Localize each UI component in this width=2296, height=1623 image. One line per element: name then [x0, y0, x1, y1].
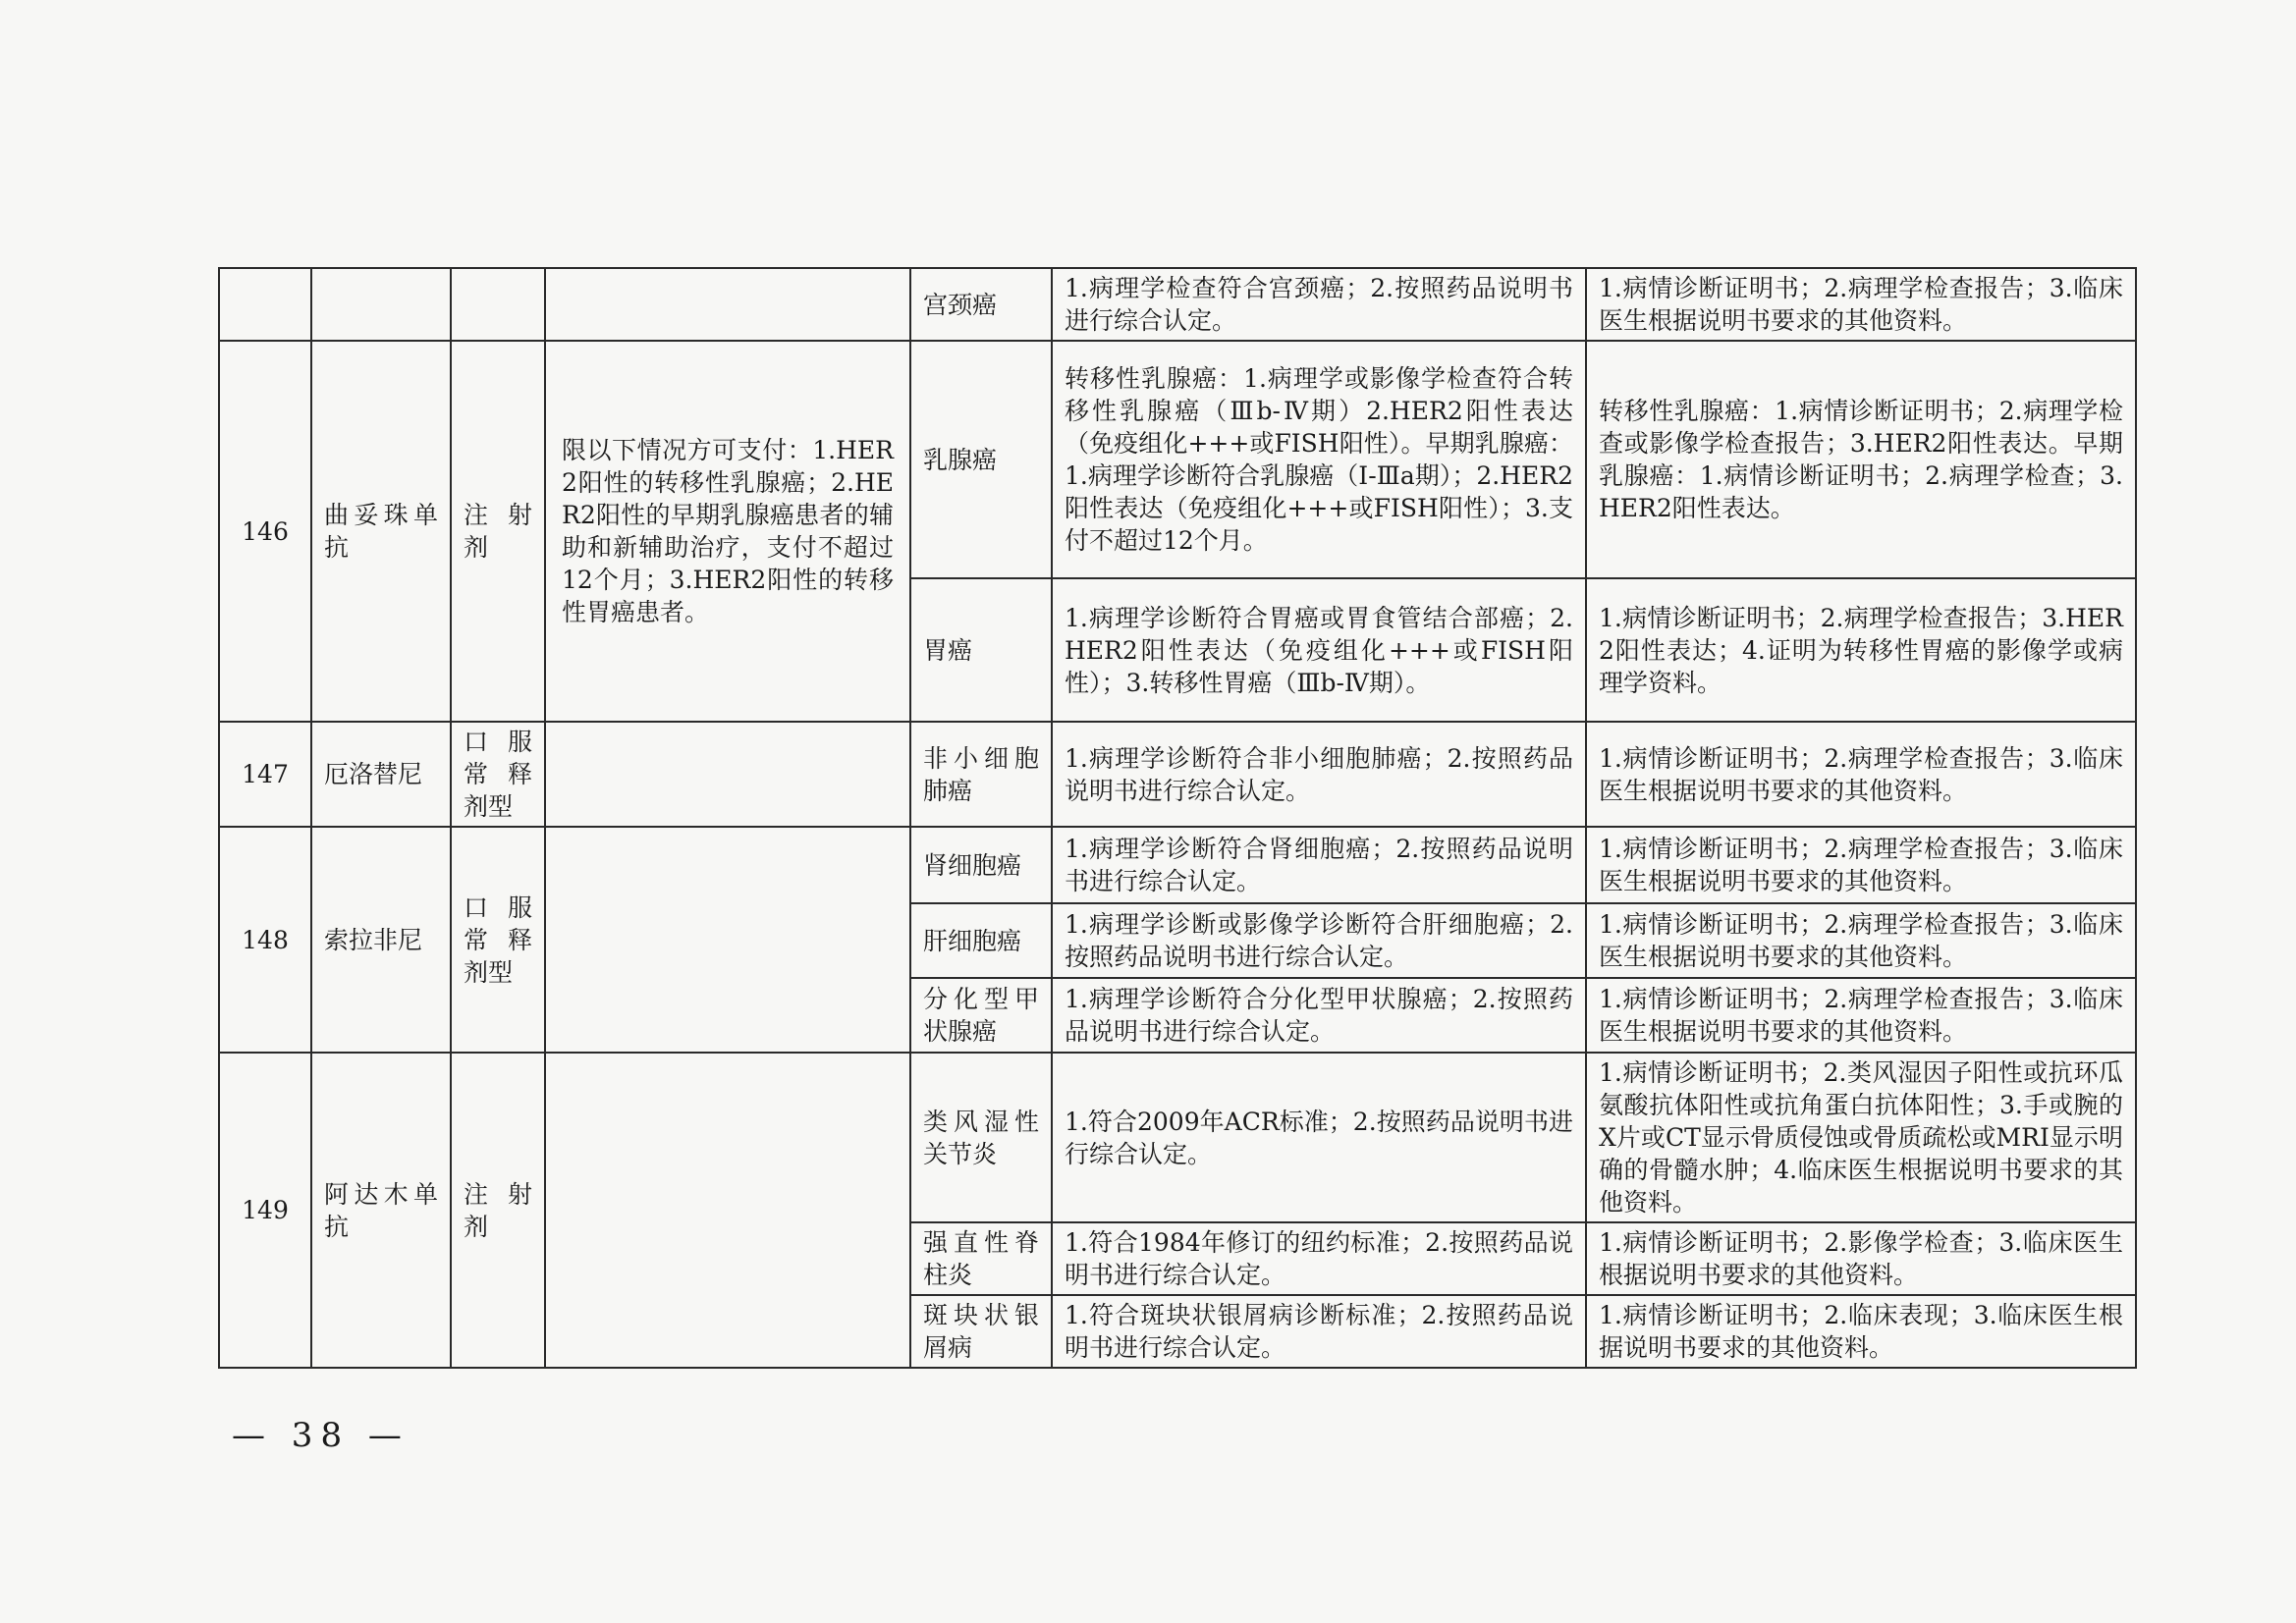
indication-criteria: 1.病理学诊断符合非小细胞肺癌；2.按照药品说明书进行综合认定。 — [1052, 722, 1586, 827]
table-row — [219, 722, 2136, 827]
dosage-form: 注射剂 — [451, 1053, 545, 1368]
row-number: 148 — [219, 827, 311, 1053]
indication-criteria: 1.符合2009年ACR标准；2.按照药品说明书进行综合认定。 — [1052, 1053, 1586, 1222]
indication-criteria: 1.符合斑块状银屑病诊断标准；2.按照药品说明书进行综合认定。 — [1052, 1295, 1586, 1368]
required-materials: 1.病情诊断证明书；2.临床表现；3.临床医生根据说明书要求的其他资料。 — [1586, 1295, 2136, 1368]
required-materials: 1.病情诊断证明书；2.病理学检查报告；3.临床医生根据说明书要求的其他资料。 — [1586, 903, 2136, 978]
required-materials: 1.病情诊断证明书；2.影像学检查；3.临床医生根据说明书要求的其他资料。 — [1586, 1222, 2136, 1295]
payment-condition — [545, 827, 910, 1053]
row-number — [219, 268, 311, 341]
payment-condition — [545, 268, 910, 341]
drug-name — [311, 268, 451, 341]
table-row — [219, 827, 2136, 903]
required-materials: 1.病情诊断证明书；2.病理学检查报告；3.临床医生根据说明书要求的其他资料。 — [1586, 268, 2136, 341]
dosage-form: 注射剂 — [451, 341, 545, 722]
indication-criteria: 1.病理学诊断符合肾细胞癌；2.按照药品说明书进行综合认定。 — [1052, 827, 1586, 903]
table-row — [219, 1053, 2136, 1222]
required-materials: 1.病情诊断证明书；2.类风湿因子阳性或抗环瓜氨酸抗体阳性或抗角蛋白抗体阳性；3.手或腕的X片或CT显示骨质侵蚀或骨质疏松或MRI显示明确的骨髓水肿；4.临床医生根据说明书要求的其他资料。 — [1586, 1053, 2136, 1222]
drug-name: 阿达木单抗 — [311, 1053, 451, 1368]
required-materials: 1.病情诊断证明书；2.病理学检查报告；3.临床医生根据说明书要求的其他资料。 — [1586, 978, 2136, 1053]
indication-name: 类风湿性关节炎 — [910, 1053, 1052, 1222]
indication-name: 胃癌 — [910, 578, 1052, 722]
indication-name: 宫颈癌 — [910, 268, 1052, 341]
row-number: 146 — [219, 341, 311, 722]
drug-payment-table — [218, 267, 2137, 1369]
indication-name: 肾细胞癌 — [910, 827, 1052, 903]
indication-criteria: 1.符合1984年修订的纽约标准；2.按照药品说明书进行综合认定。 — [1052, 1222, 1586, 1295]
dosage-form: 口服常释剂型 — [451, 827, 545, 1053]
payment-condition — [545, 722, 910, 827]
required-materials: 1.病情诊断证明书；2.病理学检查报告；3.HER2阳性表达；4.证明为转移性胃癌的影像学或病理学资料。 — [1586, 578, 2136, 722]
payment-condition: 限以下情况方可支付：1.HER2阳性的转移性乳腺癌；2.HER2阳性的早期乳腺癌患者的辅助和新辅助治疗，支付不超过12个月；3.HER2阳性的转移性胃癌患者。 — [545, 341, 910, 722]
required-materials: 1.病情诊断证明书；2.病理学检查报告；3.临床医生根据说明书要求的其他资料。 — [1586, 827, 2136, 903]
required-materials: 转移性乳腺癌：1.病情诊断证明书；2.病理学检查或影像学检查报告；3.HER2阳性表达。早期乳腺癌：1.病情诊断证明书；2.病理学检查；3.HER2阳性表达。 — [1586, 341, 2136, 578]
indication-name: 肝细胞癌 — [910, 903, 1052, 978]
table-row — [219, 341, 2136, 578]
row-number: 149 — [219, 1053, 311, 1368]
indication-criteria: 1.病理学诊断符合胃癌或胃食管结合部癌；2.HER2阳性表达（免疫组化+++或FISH阳性）；3.转移性胃癌（Ⅲb-Ⅳ期）。 — [1052, 578, 1586, 722]
dosage-form: 口服常释剂型 — [451, 722, 545, 827]
indication-name: 强直性脊柱炎 — [910, 1222, 1052, 1295]
payment-condition — [545, 1053, 910, 1368]
indication-name: 斑块状银屑病 — [910, 1295, 1052, 1368]
indication-name: 非小细胞肺癌 — [910, 722, 1052, 827]
page-number: — 38 — — [232, 1416, 410, 1455]
indication-criteria: 1.病理学检查符合宫颈癌；2.按照药品说明书进行综合认定。 — [1052, 268, 1586, 341]
indication-criteria: 转移性乳腺癌：1.病理学或影像学检查符合转移性乳腺癌（Ⅲb-Ⅳ期）2.HER2阳性表达（免疫组化+++或FISH阳性）。早期乳腺癌：1.病理学诊断符合乳腺癌（Ⅰ-Ⅲa期）；2.HER2阳性表达（免疫组化+++或FISH阳性）；3.支付不超过12个月。 — [1052, 341, 1586, 578]
drug-name: 索拉非尼 — [311, 827, 451, 1053]
table-row — [219, 268, 2136, 341]
indication-name: 乳腺癌 — [910, 341, 1052, 578]
indication-criteria: 1.病理学诊断或影像学诊断符合肝细胞癌；2.按照药品说明书进行综合认定。 — [1052, 903, 1586, 978]
row-number: 147 — [219, 722, 311, 827]
drug-name: 厄洛替尼 — [311, 722, 451, 827]
required-materials: 1.病情诊断证明书；2.病理学检查报告；3.临床医生根据说明书要求的其他资料。 — [1586, 722, 2136, 827]
indication-name: 分化型甲状腺癌 — [910, 978, 1052, 1053]
dosage-form — [451, 268, 545, 341]
drug-name: 曲妥珠单抗 — [311, 341, 451, 722]
indication-criteria: 1.病理学诊断符合分化型甲状腺癌；2.按照药品说明书进行综合认定。 — [1052, 978, 1586, 1053]
